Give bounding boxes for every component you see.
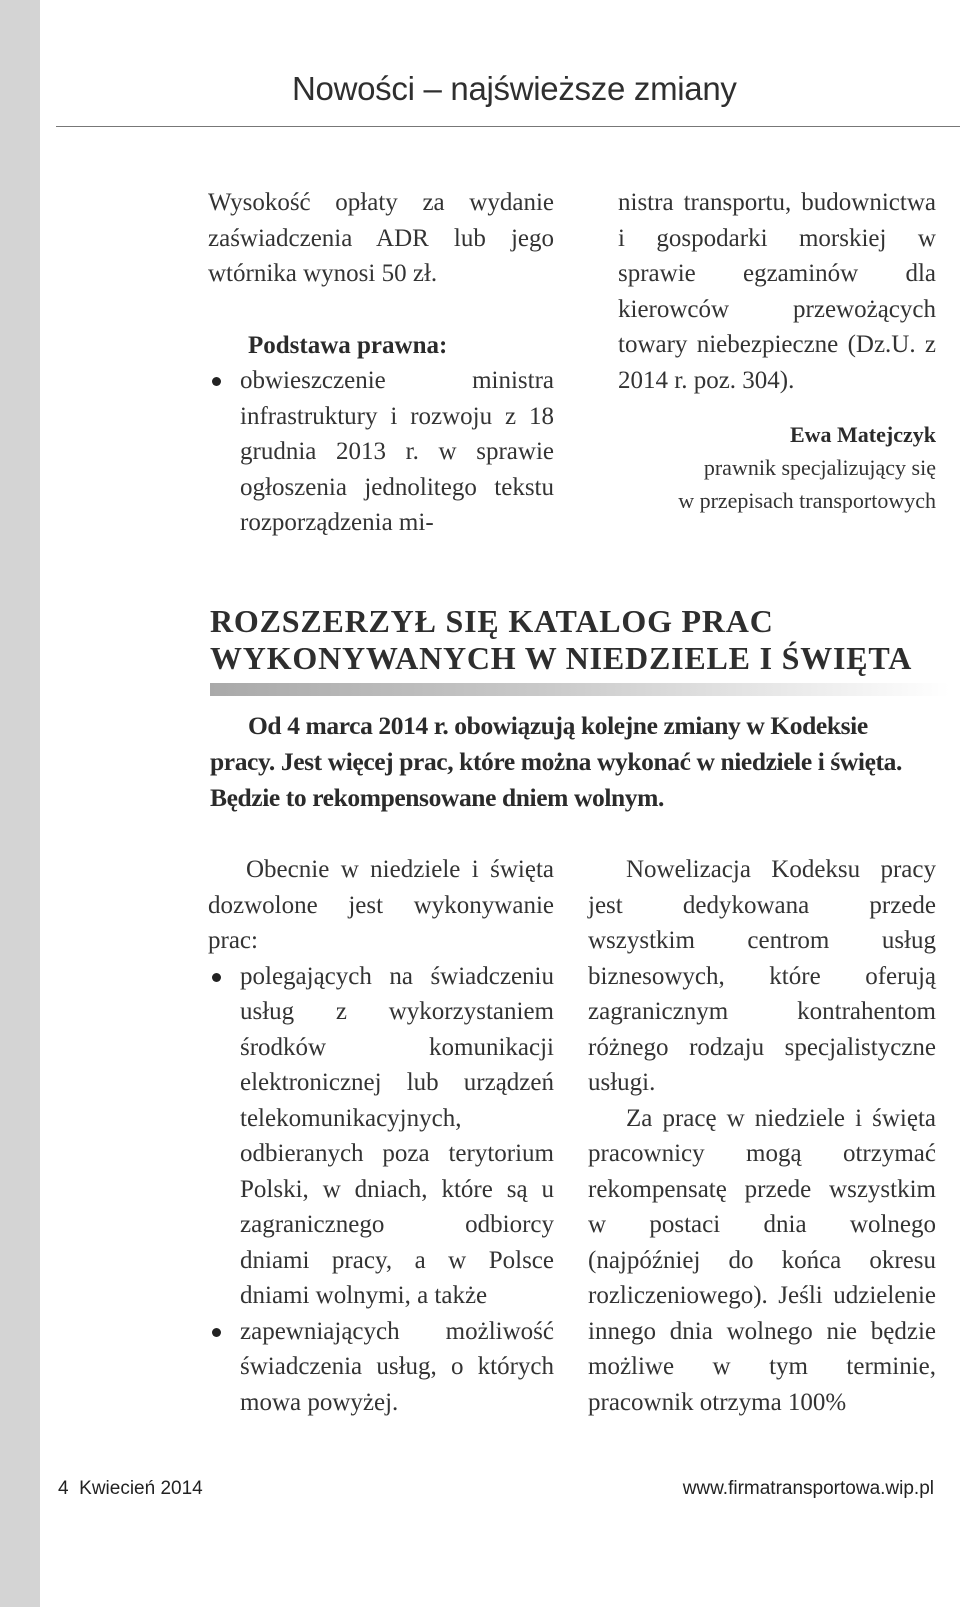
list-item (208, 959, 554, 1314)
list-item-text: polegających na świadczeniu usług z wykorzystaniem środków komunikacji elektronicznej lub urządzeń telekomunikacyjnych, odbieranych poza terytorium Polski, w dniach, które są u zagranicznego odbiorcy dniami pracy, a w Polsce dniami wolnymi, a także (240, 962, 554, 1309)
header-divider (56, 126, 960, 127)
permitted-work-list (208, 959, 554, 1421)
section-heading (210, 603, 950, 677)
top-left-column (208, 185, 554, 541)
list-item (208, 1314, 554, 1421)
bottom-left-column (208, 852, 554, 1420)
heading-line: WYKONYWANYCH W NIEDZIELE I ŚWIĘTA (210, 640, 913, 676)
top-right-column (618, 185, 936, 517)
compensation-paragraph: Za pracę w niedziele i święta pracownicy mogą otrzymać rekompensatę przede wszystkim w postaci dnia wolnego (najpóźniej do końca okresu rozliczeniowego). Jeśli udzielenie innego dnia wolnego nie będzie możliwe w tym terminie, pracownik otrzyma 100% (588, 1104, 936, 1416)
fee-paragraph: Wysokość opłaty za wydanie zaświadczenia ADR lub jego wtórnika wynosi 50 zł. (208, 189, 554, 287)
author-name: Ewa Matejczyk (789, 422, 936, 447)
footer-url: www.firmatransportowa.wip.pl (682, 1478, 934, 1499)
list-item (208, 363, 554, 541)
lead-line: Będzie to rekompensowane dniem wolnym. (210, 783, 664, 812)
legal-basis-list (208, 363, 554, 541)
lead-paragraph (210, 708, 950, 816)
page-header-title: Nowości – najświeższe zmiany (292, 70, 737, 107)
legal-basis-label: Podstawa prawna: (248, 331, 448, 359)
bullet-icon (212, 1328, 221, 1337)
list-item-text: obwieszczenie ministra infrastruktury i rozwoju z 18 grudnia 2013 r. w sprawie ogłoszenia jednolitego tekstu rozporządzenia mi- (240, 367, 554, 536)
continuation-paragraph: nistra transportu, budownictwa i gospodarki morskiej w sprawie egzaminów dla kierowców przewożących towary niebezpieczne (Dz.U. z 2014 r. poz. 304). (618, 189, 936, 394)
bullet-icon (212, 377, 221, 386)
amendment-paragraph: Nowelizacja Kodeksu pracy jest dedykowana przede wszystkim centrom usług biznesowych, które oferują zagranicznym kontrahentom różnego rodzaju specjalistyczne usługi. (588, 856, 936, 1096)
heading-line: ROZSZERZYŁ SIĘ KATALOG PRAC (210, 603, 774, 639)
page-number: 4 (58, 1478, 69, 1499)
list-item-text: zapewniających możliwość świadczenia usług, o których mowa powyżej. (240, 1317, 554, 1416)
bottom-right-column (588, 852, 936, 1420)
author-block (618, 418, 936, 517)
heading-gradient-bar (210, 683, 950, 696)
intro-paragraph: Obecnie w niedziele i święta dozwolone jest wykonywanie prac: (208, 856, 554, 954)
issue-date: Kwiecień 2014 (79, 1478, 203, 1499)
author-role-line: w przepisach transportowych (678, 488, 936, 513)
bullet-icon (212, 973, 221, 982)
lead-line: Od 4 marca 2014 r. obowiązują kolejne zmiany w Kodeksie (248, 711, 868, 740)
lead-line: pracy. Jest więcej prac, które można wykonać w niedziele i święta. (210, 747, 902, 776)
footer-issue (58, 1478, 203, 1500)
page-margin-strip (0, 0, 40, 1607)
author-role-line: prawnik specjalizujący się (703, 455, 936, 480)
